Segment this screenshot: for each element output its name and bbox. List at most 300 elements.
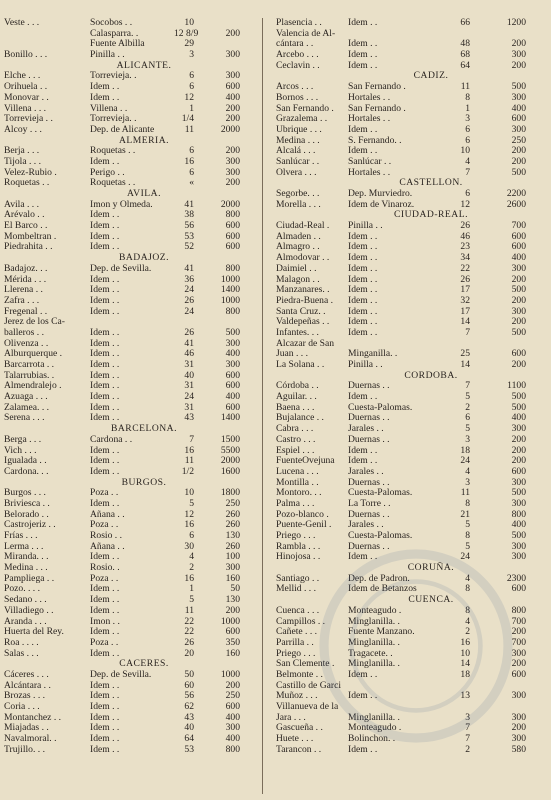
quantity-value: 600 — [225, 81, 240, 93]
place-name: Pampliega . . — [4, 572, 55, 584]
place-name: Monovar . . — [4, 91, 49, 103]
source-depot: Idem . . — [90, 91, 120, 103]
source-depot: Monteagudo . — [348, 604, 402, 616]
place-name: Villadiego . . — [4, 604, 54, 616]
table-row — [276, 638, 546, 649]
quantity-value: 200 — [511, 59, 526, 71]
quantity-value: 600 — [511, 465, 526, 477]
quantity-value: 300 — [511, 305, 526, 317]
place-name: balleros . . — [4, 326, 44, 338]
place-name: Coria . . . — [4, 701, 40, 712]
distance-leagues: 53 — [184, 743, 194, 755]
distance-leagues: 16 — [184, 572, 194, 584]
place-name: Lucena . . . — [276, 465, 319, 477]
section-heading: BARCELONA. — [110, 423, 178, 435]
quantity-value: 400 — [225, 733, 240, 745]
quantity-value: 580 — [511, 743, 526, 755]
distance-leagues: 7 — [465, 722, 470, 734]
place-name: Frías . . . — [4, 530, 38, 541]
distance-leagues: 3 — [189, 49, 194, 61]
quantity-value: 500 — [511, 487, 526, 499]
table-row — [4, 178, 244, 189]
place-name: Cabra . . . — [276, 423, 314, 435]
distance-leagues: 12 — [460, 198, 470, 210]
quantity-value: 200 — [225, 145, 240, 157]
distance-leagues: 2 — [465, 401, 470, 413]
source-depot: Idem . . — [90, 594, 120, 606]
distance-leagues: 8 — [465, 604, 470, 616]
place-name: Almagro . . — [276, 241, 320, 253]
place-name: Talarrubias. . — [4, 369, 55, 381]
source-depot: Idem . . — [348, 284, 378, 296]
table-row — [4, 745, 244, 756]
source-depot: Sanlúcar . . — [348, 155, 392, 167]
distance-leagues: 36 — [184, 273, 194, 285]
quantity-value: 300 — [511, 49, 526, 61]
place-name: Villanueva de la — [276, 701, 339, 712]
quantity-value: 600 — [225, 380, 240, 392]
table-row — [4, 242, 244, 253]
source-depot: Idem . . — [348, 230, 378, 242]
table-row — [4, 413, 244, 424]
distance-leagues: 2 — [465, 743, 470, 755]
quantity-value: 260 — [225, 519, 240, 531]
place-name: Medina . . . — [4, 562, 48, 574]
source-depot: Perigo . . — [90, 166, 125, 178]
source-depot: Jarales . . — [348, 423, 384, 435]
distance-leagues: 3 — [465, 711, 470, 723]
distance-leagues: 7 — [465, 166, 470, 178]
distance-leagues: 5 — [189, 594, 194, 606]
source-depot: Dep. Murviedro. — [348, 188, 413, 199]
quantity-value: 500 — [511, 81, 526, 93]
place-name: Mellid . . . — [276, 583, 316, 595]
source-depot: Poza . . — [90, 519, 119, 531]
distance-leagues: 24 — [184, 305, 194, 317]
distance-leagues: 22 — [184, 615, 194, 627]
source-depot: Roquetas . . — [90, 177, 136, 189]
distance-leagues: 16 — [184, 444, 194, 456]
source-depot: Socobos . . — [90, 17, 133, 28]
quantity-value: 300 — [225, 70, 240, 82]
quantity-value: 300 — [511, 476, 526, 488]
place-name: Montilla . . — [276, 476, 319, 488]
distance-leagues: 6 — [189, 81, 194, 93]
place-name: Burgos . . . — [4, 487, 46, 499]
source-depot: Idem . . — [90, 284, 120, 296]
place-name: Priego . . . — [276, 530, 316, 541]
section-heading: CORUÑA. — [407, 562, 455, 574]
quantity-value: 200 — [511, 626, 526, 638]
distance-leagues: 40 — [184, 722, 194, 734]
source-depot: Dep. de Alicante — [90, 123, 155, 135]
section-heading: AVILA. — [126, 188, 161, 199]
place-name: Huete . . . — [276, 733, 314, 745]
source-depot: Idem . . — [90, 359, 120, 370]
place-name: Juan . . . — [276, 348, 308, 360]
distance-leagues: 56 — [184, 690, 194, 702]
quantity-value: 200 — [225, 27, 240, 39]
source-depot: Idem de Betanzos — [348, 583, 417, 595]
distance-leagues: 30 — [184, 540, 194, 552]
place-name: Morella . . . — [276, 198, 321, 210]
source-depot: Idem . . — [348, 690, 378, 702]
quantity-value: 250 — [225, 690, 240, 702]
quantity-value: 250 — [511, 134, 526, 146]
distance-leagues: 5 — [465, 391, 470, 403]
place-name: Alcoy . . . — [4, 123, 42, 135]
table-row — [276, 339, 546, 350]
source-depot: Idem . . — [348, 551, 378, 563]
place-name: Aguilar. . . — [276, 391, 317, 403]
source-depot: Idem . . — [90, 444, 120, 456]
source-depot: Idem . . — [348, 668, 378, 680]
table-row — [276, 435, 546, 446]
distance-leagues: 10 — [460, 647, 470, 659]
place-name: Pozo. . . . — [4, 583, 40, 595]
distance-leagues: 46 — [460, 230, 470, 242]
table-row — [4, 691, 244, 702]
distance-leagues: 6 — [465, 412, 470, 424]
quantity-value: 700 — [511, 636, 526, 648]
place-name: cántara . . — [276, 38, 314, 50]
distance-leagues: 56 — [184, 220, 194, 232]
place-name: Bornos . . . — [276, 91, 319, 103]
distance-leagues: 7 — [189, 433, 194, 445]
source-depot: Idem . . — [90, 241, 120, 253]
place-name: Arcos . . . — [276, 81, 314, 93]
source-depot: Idem . . — [348, 455, 378, 467]
table-row — [4, 638, 244, 649]
distance-leagues: 46 — [184, 348, 194, 360]
quantity-value: 500 — [511, 284, 526, 296]
distance-leagues: 13 — [460, 690, 470, 702]
source-depot: Idem . . — [90, 209, 120, 221]
quantity-value: 400 — [225, 711, 240, 723]
place-name: San Clemente . — [276, 658, 335, 670]
distance-leagues: 50 — [184, 668, 194, 680]
quantity-value: 50 — [230, 583, 240, 595]
table-row — [4, 574, 244, 585]
section-heading: ALMERIA. — [118, 134, 170, 146]
place-name: Castillo de Garci — [276, 679, 342, 691]
quantity-value: 1400 — [220, 412, 240, 424]
distance-leagues: « — [189, 177, 194, 189]
place-name: Serena . . . — [4, 412, 45, 424]
quantity-value: 800 — [225, 305, 240, 317]
source-depot: Idem . . — [90, 326, 120, 338]
quantity-value: 130 — [225, 594, 240, 606]
source-depot: Idem . . — [90, 155, 120, 167]
distance-leagues: 26 — [184, 326, 194, 338]
table-row — [4, 435, 244, 446]
place-name: Santiago . . — [276, 572, 320, 584]
place-name: Roa . . . . — [4, 636, 39, 648]
table-row — [276, 424, 546, 435]
source-depot: Poza . . — [90, 487, 119, 499]
source-depot: Idem . . — [348, 59, 378, 71]
quantity-value: 160 — [225, 572, 240, 584]
place-name: Azuaga . . . — [4, 391, 48, 403]
quantity-value: 200 — [511, 155, 526, 167]
distance-leagues: 10 — [460, 145, 470, 157]
source-depot: Poza . . — [90, 636, 119, 648]
distance-leagues: 23 — [460, 241, 470, 253]
source-depot: Idem . . — [90, 679, 120, 691]
source-depot: Idem . . — [348, 444, 378, 456]
distance-leagues: 4 — [465, 572, 470, 584]
quantity-value: 1800 — [220, 487, 240, 499]
quantity-value: 200 — [225, 177, 240, 189]
place-name: Mérida . . . — [4, 273, 47, 285]
place-name: Tarancon . . — [276, 743, 322, 755]
distance-leagues: 43 — [184, 711, 194, 723]
source-depot: Rosio . . — [90, 530, 122, 541]
quantity-value: 600 — [225, 401, 240, 413]
table-row — [276, 488, 546, 499]
distance-leagues: 6 — [465, 188, 470, 199]
quantity-value: 160 — [225, 647, 240, 659]
distance-leagues: 14 — [460, 658, 470, 670]
distance-leagues: 5 — [465, 423, 470, 435]
source-depot: Minganilla. . — [348, 348, 398, 360]
place-name: Orihuela . . — [4, 81, 48, 93]
quantity-value: 100 — [225, 551, 240, 563]
source-depot: Rosio. . — [90, 562, 120, 574]
table-row — [4, 520, 244, 531]
place-name: Belorado . . — [4, 508, 49, 520]
distance-leagues: 6 — [465, 123, 470, 135]
quantity-value: 200 — [511, 433, 526, 445]
quantity-value: 600 — [225, 230, 240, 242]
place-name: Jara . . . — [276, 711, 306, 723]
source-depot: Idem . . — [90, 690, 120, 702]
distance-leagues: 6 — [189, 166, 194, 178]
table-row — [276, 93, 546, 104]
place-name: Montoro. . . — [276, 487, 322, 499]
distance-leagues: 26 — [460, 273, 470, 285]
distance-leagues: 8 — [465, 530, 470, 541]
place-name: Briviesca . . — [4, 497, 50, 509]
quantity-value: 2000 — [220, 123, 240, 135]
distance-leagues: 12 — [184, 91, 194, 103]
source-depot: Torrevieja. . — [90, 70, 137, 82]
source-depot: Cardona . . — [90, 433, 133, 445]
source-depot: Idem . . — [90, 604, 120, 616]
source-depot: Idem . . — [348, 123, 378, 135]
table-row — [4, 285, 244, 296]
source-depot: Pinilla . . — [348, 220, 383, 232]
quantity-value: 200 — [511, 455, 526, 467]
table-row — [276, 584, 546, 595]
place-name: Berga . . . — [4, 433, 42, 445]
source-depot: Idem . . — [348, 743, 378, 755]
source-depot: Idem . . — [90, 583, 120, 595]
source-depot: Imon y Olmeda. — [90, 198, 153, 210]
place-name: Gascueña . . — [276, 722, 323, 734]
table-row — [276, 467, 546, 478]
place-name: Parrilla . . — [276, 636, 314, 648]
quantity-value: 2300 — [506, 572, 526, 584]
distance-leagues: 64 — [184, 733, 194, 745]
quantity-value: 1600 — [220, 465, 240, 477]
place-name: Sanlúcar . . — [276, 155, 320, 167]
section-heading: CORDOBA. — [404, 369, 458, 381]
source-depot: Idem . . — [348, 145, 378, 157]
table-row — [276, 29, 546, 40]
quantity-value: 600 — [511, 230, 526, 242]
place-name: Almaden . . — [276, 230, 321, 242]
section-heading: CACERES. — [119, 658, 169, 670]
distance-leagues: 14 — [460, 316, 470, 328]
source-depot: Idem . . — [90, 733, 120, 745]
place-name: Córdoba . . — [276, 380, 319, 392]
quantity-value: 1000 — [220, 273, 240, 285]
quantity-value: 300 — [511, 711, 526, 723]
place-name: Berja . . . — [4, 145, 40, 157]
place-name: Navalmoral. . — [4, 733, 57, 745]
section-heading: CASTELLON. — [399, 177, 463, 189]
place-name: Alcalá . . . — [276, 145, 316, 157]
source-depot: Idem . . — [348, 326, 378, 338]
distance-leagues: 53 — [184, 230, 194, 242]
source-depot: Duernas . . — [348, 433, 390, 445]
place-name: Badajoz. . . — [4, 262, 48, 274]
place-name: Olivenza . . — [4, 337, 49, 349]
quantity-value: 400 — [225, 348, 240, 360]
place-name: Miranda. . . — [4, 551, 49, 563]
place-name: Campillos . . — [276, 615, 326, 627]
source-depot: Duernas . . — [348, 412, 390, 424]
quantity-value: 200 — [225, 102, 240, 114]
distance-leagues: 4 — [465, 615, 470, 627]
place-name: Castro . . . — [276, 433, 316, 445]
quantity-value: 800 — [225, 262, 240, 274]
place-name: Zafra . . . — [4, 294, 40, 306]
quantity-value: 1000 — [220, 294, 240, 306]
quantity-value: 260 — [225, 508, 240, 520]
place-name: Manzanares. . — [276, 284, 330, 296]
quantity-value: 300 — [511, 262, 526, 274]
place-name: Igualada . . — [4, 455, 47, 467]
place-name: Elche . . . — [4, 70, 41, 82]
distance-leagues: 1/4 — [181, 113, 194, 125]
source-depot: Duernas . . — [348, 540, 390, 552]
place-name: Hinojosa . . — [276, 551, 321, 563]
place-name: Bonillo . . . — [4, 49, 48, 61]
quantity-value: 400 — [225, 91, 240, 103]
table-row — [276, 702, 546, 713]
source-depot: Tragacete. . — [348, 647, 393, 659]
source-depot: Idem . . — [348, 316, 378, 328]
quantity-value: 300 — [225, 166, 240, 178]
quantity-value: 200 — [511, 359, 526, 370]
distance-leagues: 8 — [465, 497, 470, 509]
source-depot: San Fernando . — [348, 102, 406, 114]
distance-leagues: 12 8/9 — [174, 27, 199, 39]
table-row — [4, 93, 244, 104]
distance-leagues: 26 — [184, 294, 194, 306]
quantity-value: 300 — [511, 540, 526, 552]
place-name: Barcarrota . . — [4, 359, 55, 370]
quantity-value: 600 — [511, 668, 526, 680]
quantity-value: 300 — [225, 722, 240, 734]
distance-leagues: 7 — [465, 733, 470, 745]
place-name: Santa Cruz. . — [276, 305, 326, 317]
table-row — [4, 649, 244, 660]
place-name: Mombeltran . — [4, 230, 57, 242]
quantity-value: 250 — [225, 497, 240, 509]
quantity-value: 500 — [225, 326, 240, 338]
source-depot: Idem . . — [90, 348, 120, 360]
place-name: Almendralejo . — [4, 380, 62, 392]
distance-leagues: 48 — [460, 38, 470, 50]
distance-leagues: 60 — [184, 679, 194, 691]
table-row — [276, 552, 546, 563]
quantity-value: 600 — [511, 241, 526, 253]
distance-leagues: 1/2 — [181, 465, 194, 477]
place-name: Bujalance . . — [276, 412, 324, 424]
quantity-value: 800 — [511, 604, 526, 616]
source-depot: Idem . . — [90, 465, 120, 477]
table-row — [276, 627, 546, 638]
source-depot: Idem . . — [90, 626, 120, 638]
distance-leagues: 4 — [465, 465, 470, 477]
distance-leagues: 6 — [189, 145, 194, 157]
place-name: Brozas . . . — [4, 690, 46, 702]
distance-leagues: 8 — [465, 91, 470, 103]
quantity-value: 200 — [225, 679, 240, 691]
quantity-value: 2600 — [506, 198, 526, 210]
table-row — [276, 200, 546, 211]
place-name: Segorbe. . . — [276, 188, 320, 199]
distance-leagues: 29 — [184, 38, 194, 50]
source-depot: Jarales . . — [348, 465, 384, 477]
distance-leagues: 2 — [189, 562, 194, 574]
distance-leagues: 43 — [184, 412, 194, 424]
source-depot: Idem . . — [90, 711, 120, 723]
distance-leagues: 6 — [465, 134, 470, 146]
table-row — [276, 136, 546, 147]
source-depot: Minglanilla. . — [348, 658, 400, 670]
distance-leagues: 3 — [465, 113, 470, 125]
source-depot: Hortales . . — [348, 113, 391, 125]
quantity-value: 200 — [511, 294, 526, 306]
quantity-value: 500 — [511, 391, 526, 403]
place-name: Lerma . . . — [4, 540, 44, 552]
distance-leagues: 8 — [465, 583, 470, 595]
place-name: Piedrahita . . — [4, 241, 53, 253]
table-row — [4, 627, 244, 638]
place-name: Arévalo . . — [4, 209, 45, 221]
distance-leagues: 11 — [184, 604, 194, 616]
place-name: Alcazar de San — [276, 337, 335, 349]
source-depot: Duernas . . — [348, 508, 390, 520]
section-heading: CADIZ. — [413, 70, 449, 82]
quantity-value: 200 — [511, 145, 526, 157]
table-row — [276, 723, 546, 734]
section-heading: BADAJOZ. — [118, 252, 170, 264]
distance-leagues: 20 — [184, 647, 194, 659]
quantity-value: 5500 — [220, 444, 240, 456]
quantity-value: 400 — [511, 252, 526, 264]
distance-leagues: 41 — [184, 337, 194, 349]
distance-leagues: 68 — [460, 49, 470, 61]
place-name: FuenteOvejuna — [276, 455, 335, 467]
quantity-value: 200 — [225, 604, 240, 616]
place-name: Ubrique . . . — [276, 123, 322, 135]
place-name: La Solana . . — [276, 359, 325, 370]
